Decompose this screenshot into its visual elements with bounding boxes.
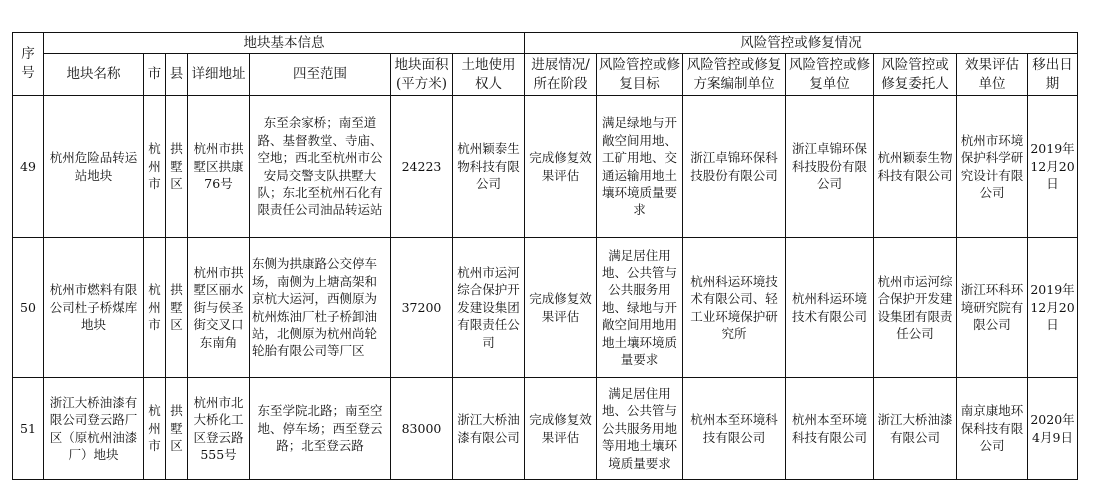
cell-removal-date: 2019年12月20日 bbox=[1028, 238, 1078, 378]
cell-boundary: 东至余家桥；南至道路、基督教堂、寺庙、空地；西北至杭州市公安局交警支队拱墅大队；东北至杭州石化有限责任公司油品转运站 bbox=[250, 96, 391, 238]
cell-client: 杭州颖泰生物科技有限公司 bbox=[874, 96, 957, 238]
header-row-2 bbox=[13, 54, 1078, 96]
cell-area: 83000 bbox=[391, 378, 453, 480]
header-row-1 bbox=[13, 33, 1078, 54]
cell-city: 杭州市 bbox=[144, 238, 166, 378]
cell-remed-unit: 杭州科运环境技术有限公司 bbox=[786, 238, 874, 378]
cell-client: 杭州市运河综合保护开发建设集团有限责任公司 bbox=[874, 238, 957, 378]
cell-address: 杭州市拱墅区拱康76号 bbox=[188, 96, 250, 238]
cell-area: 24223 bbox=[391, 96, 453, 238]
cell-city: 杭州市 bbox=[144, 378, 166, 480]
cell-county: 拱墅区 bbox=[166, 378, 188, 480]
cell-eval-unit: 南京康地环保科技有限公司 bbox=[957, 378, 1028, 480]
header-client: 风险管控或修复委托人 bbox=[874, 54, 957, 96]
header-area: 地块面积(平方米) bbox=[391, 54, 453, 96]
cell-area: 37200 bbox=[391, 238, 453, 378]
table-row bbox=[13, 96, 1078, 238]
header-seq: 序号 bbox=[13, 33, 44, 96]
remediation-table bbox=[12, 32, 1078, 480]
cell-city: 杭州市 bbox=[144, 96, 166, 238]
header-removal-date: 移出日期 bbox=[1028, 54, 1078, 96]
header-plan-unit: 风险管控或修复方案编制单位 bbox=[683, 54, 786, 96]
cell-plan-unit: 杭州本至环境科技有限公司 bbox=[683, 378, 786, 480]
header-progress: 进展情况/所在阶段 bbox=[525, 54, 597, 96]
table-row bbox=[13, 238, 1078, 378]
header-eval-unit: 效果评估单位 bbox=[957, 54, 1028, 96]
cell-plan-unit: 浙江卓锦环保科技股份有限公司 bbox=[683, 96, 786, 238]
cell-land-owner: 杭州市运河综合保护开发建设集团有限责任公司 bbox=[453, 238, 525, 378]
header-address: 详细地址 bbox=[188, 54, 250, 96]
cell-remed-unit: 浙江卓锦环保科技股份有限公司 bbox=[786, 96, 874, 238]
cell-progress: 完成修复效果评估 bbox=[525, 238, 597, 378]
cell-land-owner: 杭州颖泰生物科技有限公司 bbox=[453, 96, 525, 238]
header-remed-unit: 风险管控或修复单位 bbox=[786, 54, 874, 96]
header-group-basic: 地块基本信息 bbox=[44, 33, 525, 54]
cell-boundary: 东至学院北路；南至空地、停车场；西至登云路；北至登云路 bbox=[250, 378, 391, 480]
cell-target: 满足居住用地、公共管与公共服务用地等用地土壤环境质量要求 bbox=[597, 378, 683, 480]
cell-progress: 完成修复效果评估 bbox=[525, 378, 597, 480]
cell-eval-unit: 杭州市环境保护科学研究设计有限公司 bbox=[957, 96, 1028, 238]
cell-plot-name: 浙江大桥油漆有限公司登云路厂区（原杭州油漆厂）地块 bbox=[44, 378, 144, 480]
cell-target: 满足绿地与开敞空间用地、工矿用地、交通运输用地土壤环境质量要求 bbox=[597, 96, 683, 238]
cell-remed-unit: 杭州本至环境科技有限公司 bbox=[786, 378, 874, 480]
cell-plot-name: 杭州危险品转运站地块 bbox=[44, 96, 144, 238]
header-group-risk: 风险管控或修复情况 bbox=[525, 33, 1078, 54]
cell-progress: 完成修复效果评估 bbox=[525, 96, 597, 238]
header-city: 市 bbox=[144, 54, 166, 96]
cell-removal-date: 2019年12月20日 bbox=[1028, 96, 1078, 238]
cell-seq: 50 bbox=[13, 238, 44, 378]
cell-seq: 51 bbox=[13, 378, 44, 480]
cell-seq: 49 bbox=[13, 96, 44, 238]
cell-land-owner: 浙江大桥油漆有限公司 bbox=[453, 378, 525, 480]
header-boundary: 四至范围 bbox=[250, 54, 391, 96]
cell-client: 浙江大桥油漆有限公司 bbox=[874, 378, 957, 480]
cell-boundary: 东侧为拱康路公交停车场，南侧为上塘高架和京杭大运河，西侧原为杭州炼油厂杜子桥卸油站，北侧原为杭州尚轮轮胎有限公司等厂区 bbox=[250, 238, 391, 378]
cell-eval-unit: 浙江环科环境研究院有限公司 bbox=[957, 238, 1028, 378]
cell-county: 拱墅区 bbox=[166, 238, 188, 378]
table-row bbox=[13, 378, 1078, 480]
cell-address: 杭州市北大桥化工区登云路555号 bbox=[188, 378, 250, 480]
cell-removal-date: 2020年4月9日 bbox=[1028, 378, 1078, 480]
cell-county: 拱墅区 bbox=[166, 96, 188, 238]
header-county: 县 bbox=[166, 54, 188, 96]
cell-plot-name: 杭州市燃料有限公司杜子桥煤库地块 bbox=[44, 238, 144, 378]
cell-plan-unit: 杭州科运环境技术有限公司、轻工业环境保护研究所 bbox=[683, 238, 786, 378]
cell-target: 满足居住用地、公共管与公共服务用地、绿地与开敞空间用地用地土壤环境质量要求 bbox=[597, 238, 683, 378]
header-land-owner: 土地使用权人 bbox=[453, 54, 525, 96]
cell-address: 杭州市拱墅区丽水街与侯圣街交叉口东南角 bbox=[188, 238, 250, 378]
header-target: 风险管控或修复目标 bbox=[597, 54, 683, 96]
document-page bbox=[12, 32, 1078, 480]
header-plot-name: 地块名称 bbox=[44, 54, 144, 96]
